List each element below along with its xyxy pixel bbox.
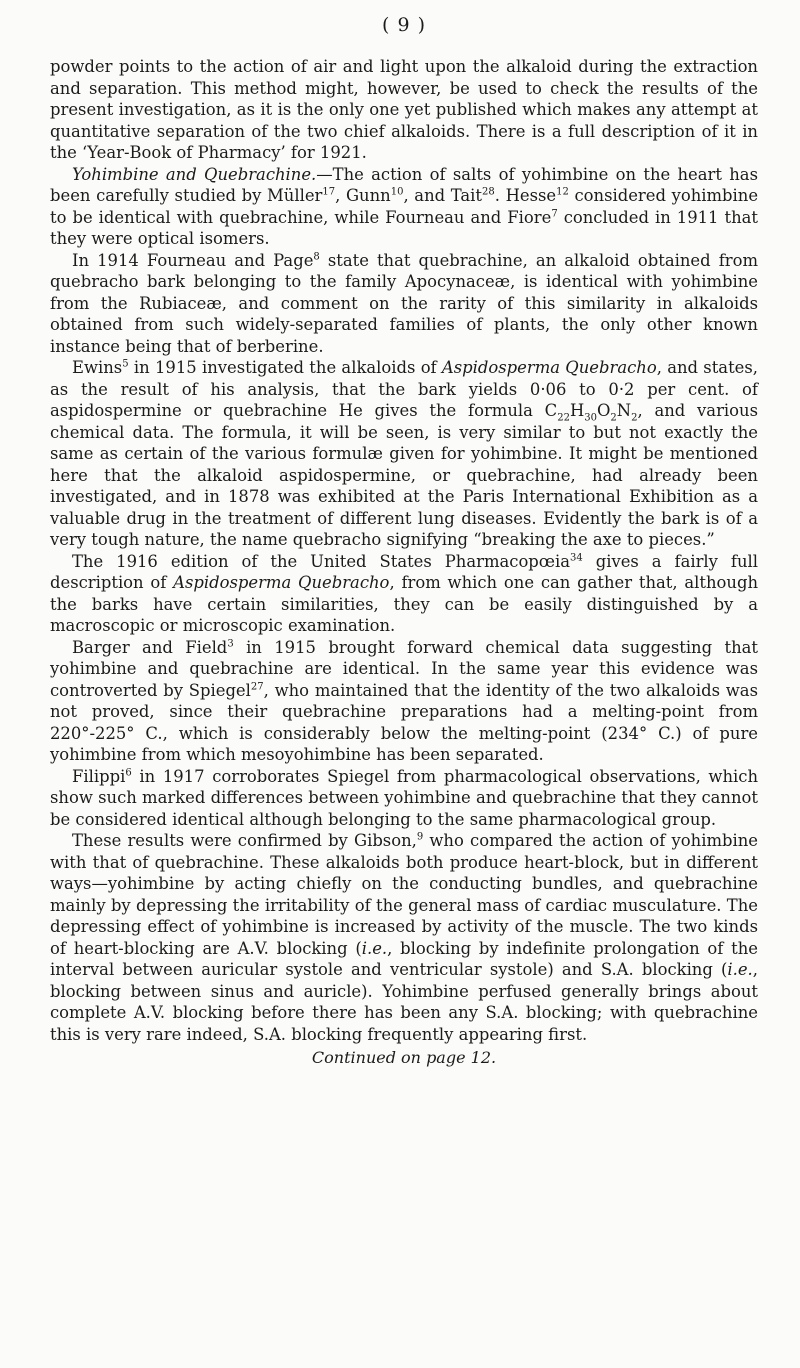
text-run: Barger and Field xyxy=(72,637,228,657)
section-heading: Yohimbine and Quebrachine. xyxy=(72,164,317,184)
text-run: considered yohimbine to be identical with quebrachine, while Fourneau and Fiore xyxy=(50,186,759,227)
formula-subscript: 2 xyxy=(610,412,617,424)
text-run: —The action of salts of yohimbine on the heart has been carefully studied by Müller xyxy=(50,164,758,205)
text-run: state that quebrachine, an alkaloid obtained from quebracho bark belonging to the family Apocynaceæ, is identical with yohimbine from the Rubiaceæ, and comment on the rarity of this similarity in alkaloids obtained from such widely-separated families of plants, the only other known instance being that of berberine. xyxy=(50,250,759,356)
text-run: , and various chemical data. The formula, it will be seen, is very similar to but not exactly the same as certain of the various formulæ given for yohimbine. It might be mentioned here that the alkaloid aspidospermine, or quebrachine, had already been investigated, and in 1878 was exhibited at the Paris International Exhibition as a valuable drug in the treatment of different lung diseases. Evidently the bark is of a very tough nature, the name quebracho signifying “breaking the axe to pieces.” xyxy=(50,401,758,549)
abbreviation: i.e. xyxy=(727,960,753,979)
paragraph-2 xyxy=(50,164,758,250)
species-name: Aspidosperma Quebracho xyxy=(441,358,657,377)
paragraph-4 xyxy=(50,357,758,551)
reference-mark: 7 xyxy=(551,208,558,220)
formula-subscript: 2 xyxy=(631,412,638,424)
text-run: N xyxy=(616,401,632,420)
text-run: gives a fairly full description of xyxy=(50,551,759,592)
paragraph-1: powder points to the action of air and light upon the alkaloid during the extraction and separation. This method might, however, be used to check the results of the present investigation, as it is the only one yet published which makes any attempt at quantitative separation of the two chief alkaloids. There is a full description of it in the ‘Year-Book of Pharmacy’ for 1921. xyxy=(50,57,758,162)
reference-mark: 8 xyxy=(313,251,320,263)
text-run: , Gunn xyxy=(335,186,391,205)
reference-mark: 12 xyxy=(556,186,569,198)
text-run: in 1915 brought forward chemical data suggesting that yohimbine and quebrachine are identical. In the same year this evidence was controverted by Spiegel xyxy=(50,637,758,700)
text-run: concluded in 1911 that they were optical isomers. xyxy=(50,207,758,248)
formula-subscript: 30 xyxy=(584,412,597,424)
text-run: . Hesse xyxy=(494,186,557,205)
text-run: , blocking between sinus and auricle). Yohimbine perfused generally brings about complete A.V. blocking before there has been any S.A. blocking; with quebrachine this is very rare indeed, S.A. blocking frequently appearing first. xyxy=(50,960,758,1044)
text-run: Ewins xyxy=(72,358,123,377)
paragraph-8 xyxy=(50,830,758,1045)
text-run: The 1916 edition of the United States Pharmacopœia xyxy=(72,551,571,571)
paragraph-7 xyxy=(50,766,758,831)
text-run: , who maintained that the identity of the two alkaloids was not proved, since their quebrachine preparations had a melting-point from 220°-225° C., which is considerably below the melting-point (234° C.) of pure yohimbine from which mesoyohimbine has been separated. xyxy=(50,680,758,764)
species-name: Aspidosperma Quebracho xyxy=(173,573,390,592)
text-run: , from which one can gather that, although the barks have certain similarities, they can be easily distinguished by a macroscopic or microscopic examination. xyxy=(50,573,759,635)
text-run: , and Tait xyxy=(403,186,483,205)
reference-mark: 28 xyxy=(482,186,495,198)
text-run: in 1915 investigated the alkaloids of xyxy=(128,358,442,377)
text-run: in 1917 corroborates Spiegel from pharmacological observations, which show such marked differences between yohimbine and quebrachine that they cannot be considered identical although belonging to the same pharmacological group. xyxy=(50,766,758,829)
reference-mark: 27 xyxy=(250,681,264,693)
text-run: , and states, as the result of his analysis, that the bark yields 0·06 to 0·2 per cent. of aspidospermine or quebrachine He gives the formula C xyxy=(50,358,758,420)
text-run: , blocking by indefinite prolongation of the interval between auricular systole and ventricular systole) and S.A. blocking ( xyxy=(50,938,758,979)
page-number: ( 9 ) xyxy=(382,14,426,36)
reference-mark: 10 xyxy=(390,186,404,198)
reference-mark: 3 xyxy=(227,638,234,650)
reference-mark: 17 xyxy=(322,186,336,198)
paragraph-3 xyxy=(50,250,758,358)
formula-subscript: 22 xyxy=(557,412,570,424)
reference-mark: 6 xyxy=(125,767,132,779)
reference-mark: 5 xyxy=(122,358,129,370)
text-run: O xyxy=(596,401,611,420)
abbreviation: i.e. xyxy=(361,938,388,958)
text-run: These results were confirmed by Gibson, xyxy=(72,831,417,850)
paragraph-6 xyxy=(50,637,758,766)
continued-note: Continued on page 12. xyxy=(311,1048,497,1067)
paragraph-5 xyxy=(50,551,758,637)
body-text xyxy=(50,56,758,1069)
text-run: who compared the action of yohimbine with that of quebrachine. These alkaloids both produce heart-block, but in different ways—yohimbine by acting chiefly on the conducting bundles, and quebrachine mainly by depressing the irritability of the general mass of cardiac musculature. The depressing effect of yohimbine is increased by activity of the muscle. The two kinds of heart-blocking are A.V. blocking ( xyxy=(50,831,758,958)
text-run: H xyxy=(569,401,585,420)
reference-mark: 9 xyxy=(416,831,424,843)
text-run: Filippi xyxy=(72,766,126,786)
reference-mark: 34 xyxy=(570,552,583,564)
text-run: In 1914 Fourneau and Page xyxy=(72,250,314,270)
